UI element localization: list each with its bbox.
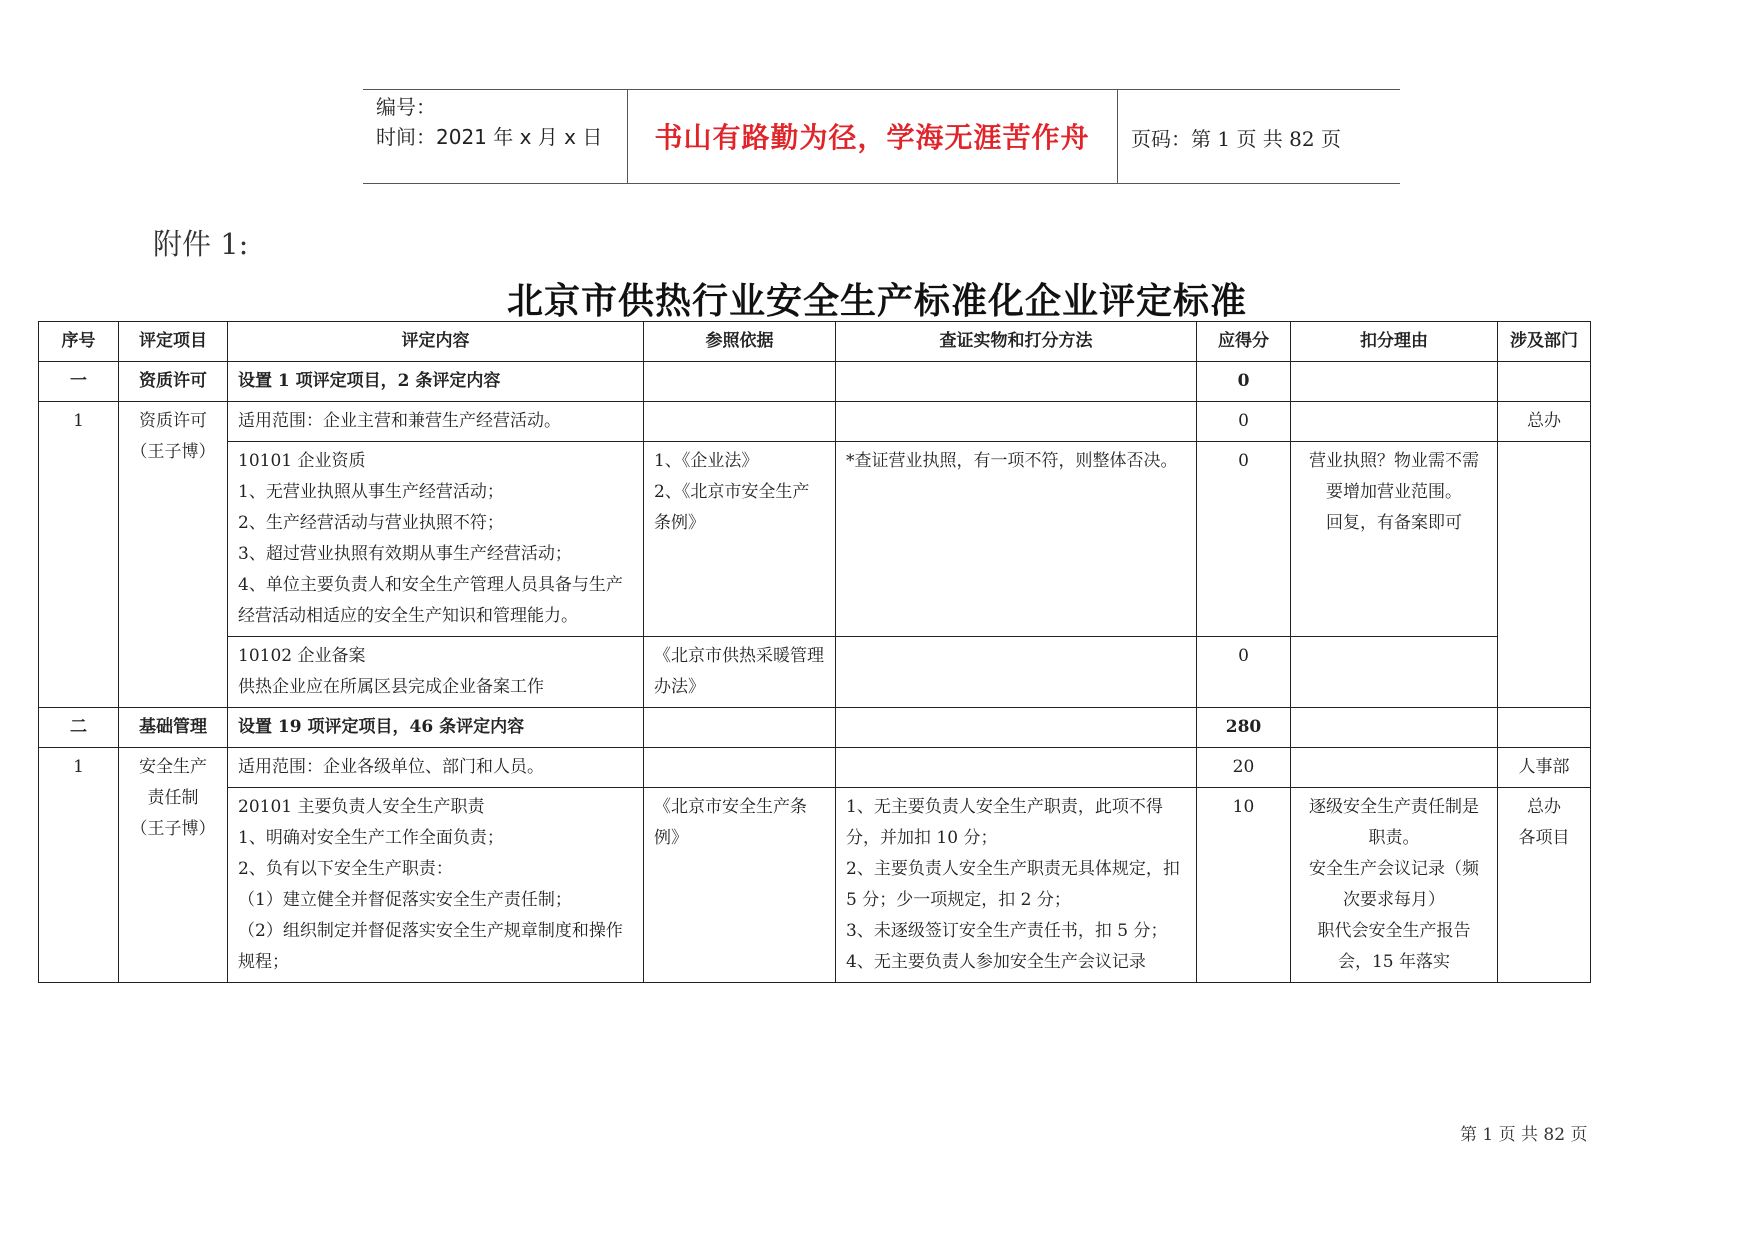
row-content: 10101 企业资质 1、无营业执照从事生产经营活动； 2、生产经营活动与营业执照不符； 3、超过营业执照有效期从事生产经营活动； 4、单位主要负责人和安全生产管理人员具备与生产经营活动相适应的安全生产知识和管理能力。: [228, 442, 644, 637]
empty-cell: [644, 402, 836, 442]
row-method: 1、无主要负责人安全生产职责，此项不得分，并加扣 10 分； 2、主要负责人安全生产职责无具体规定，扣 5 分；少一项规定，扣 2 分； 3、未逐级签订安全生产责任书，扣 5 分； 4、无主要负责人参加安全生产会议记录: [836, 788, 1197, 983]
empty-cell: [1291, 637, 1498, 708]
row-content: 10102 企业备案 供热企业应在所属区县完成企业备案工作: [228, 637, 644, 708]
row-item: 安全生产 责任制 （王子博）: [119, 748, 228, 983]
empty-cell: [1498, 442, 1591, 708]
row-number: 1: [39, 402, 119, 708]
row-method: *查证营业执照，有一项不符，则整体否决。: [836, 442, 1197, 637]
row-reason: 逐级安全生产责任制是职责。 安全生产会议记录（频次要求每月） 职代会安全生产报告会，15 年落实: [1291, 788, 1498, 983]
header-page-info: 页码：第 1 页 共 82 页: [1131, 127, 1341, 151]
row-content: 20101 主要负责人安全生产职责 1、明确对安全生产工作全面负责； 2、负有以下安全生产职责： （1）建立健全并督促落实安全生产责任制； （2）组织制定并督促落实安全生产规章制度和操作规程；: [228, 788, 644, 983]
header-top-rule: [363, 89, 1400, 90]
empty-cell: [1291, 748, 1498, 788]
table-row: [39, 637, 1591, 708]
empty-cell: [1498, 708, 1591, 748]
header-slogan: 书山有路勤为径，学海无涯苦作舟: [654, 121, 1090, 154]
row-number: 1: [39, 748, 119, 983]
row-score: 0: [1197, 442, 1291, 637]
table-row: [39, 402, 1591, 442]
table-row: [39, 442, 1591, 637]
header-cell-no: 序号: [39, 322, 119, 362]
section-number: 一: [39, 362, 119, 402]
empty-cell: [1291, 402, 1498, 442]
empty-cell: [836, 362, 1197, 402]
row-score: 20: [1197, 748, 1291, 788]
row-content: 适用范围：企业各级单位、部门和人员。: [228, 748, 644, 788]
header-cell-reason: 扣分理由: [1291, 322, 1498, 362]
header-cell-method: 查证实物和打分方法: [836, 322, 1197, 362]
header-cell-dept: 涉及部门: [1498, 322, 1591, 362]
row-dept: 人事部: [1498, 748, 1591, 788]
table-row: [39, 788, 1591, 983]
row-dept: 总办: [1498, 402, 1591, 442]
row-item: 资质许可 （王子博）: [119, 402, 228, 708]
header-cell-content: 评定内容: [228, 322, 644, 362]
empty-cell: [1291, 708, 1498, 748]
empty-cell: [836, 637, 1197, 708]
section-row: [39, 362, 1591, 402]
page-footer: 第 1 页 共 82 页: [1460, 1125, 1588, 1145]
section-score: 0: [1197, 362, 1291, 402]
row-content: 适用范围：企业主营和兼营生产经营活动。: [228, 402, 644, 442]
document-number-label: 编号：: [376, 95, 436, 119]
section-number: 二: [39, 708, 119, 748]
document-date: 时间：2021 年 x 月 x 日: [376, 125, 603, 149]
row-score: 10: [1197, 788, 1291, 983]
section-score: 280: [1197, 708, 1291, 748]
header-cell-score: 应得分: [1197, 322, 1291, 362]
empty-cell: [836, 708, 1197, 748]
header-bottom-rule: [363, 183, 1400, 184]
row-dept: 总办 各项目: [1498, 788, 1591, 983]
row-score: 0: [1197, 402, 1291, 442]
header-cell-item: 评定项目: [119, 322, 228, 362]
empty-cell: [644, 362, 836, 402]
header-meta: [376, 92, 602, 152]
empty-cell: [836, 402, 1197, 442]
empty-cell: [644, 748, 836, 788]
row-basis: 《北京市安全生产条例》: [644, 788, 836, 983]
row-score: 0: [1197, 637, 1291, 708]
empty-cell: [644, 708, 836, 748]
row-reason: 营业执照？物业需不需要增加营业范围。 回复，有备案即可: [1291, 442, 1498, 637]
section-content: 设置 1 项评定项目，2 条评定内容: [228, 362, 644, 402]
table-header-row: [39, 322, 1591, 362]
empty-cell: [836, 748, 1197, 788]
row-basis: 1、《企业法》 2、《北京市安全生产条例》: [644, 442, 836, 637]
section-item: 基础管理: [119, 708, 228, 748]
section-item: 资质许可: [119, 362, 228, 402]
attachment-label: 附件 1:: [153, 227, 249, 261]
section-content: 设置 19 项评定项目，46 条评定内容: [228, 708, 644, 748]
table-row: [39, 748, 1591, 788]
section-row: [39, 708, 1591, 748]
empty-cell: [1498, 362, 1591, 402]
document-title: 北京市供热行业安全生产标准化企业评定标准: [506, 280, 1247, 322]
row-basis: 《北京市供热采暖管理办法》: [644, 637, 836, 708]
empty-cell: [1291, 362, 1498, 402]
header-cell-basis: 参照依据: [644, 322, 836, 362]
header-divider-right: [1117, 89, 1118, 183]
evaluation-standard-table: [38, 321, 1591, 983]
